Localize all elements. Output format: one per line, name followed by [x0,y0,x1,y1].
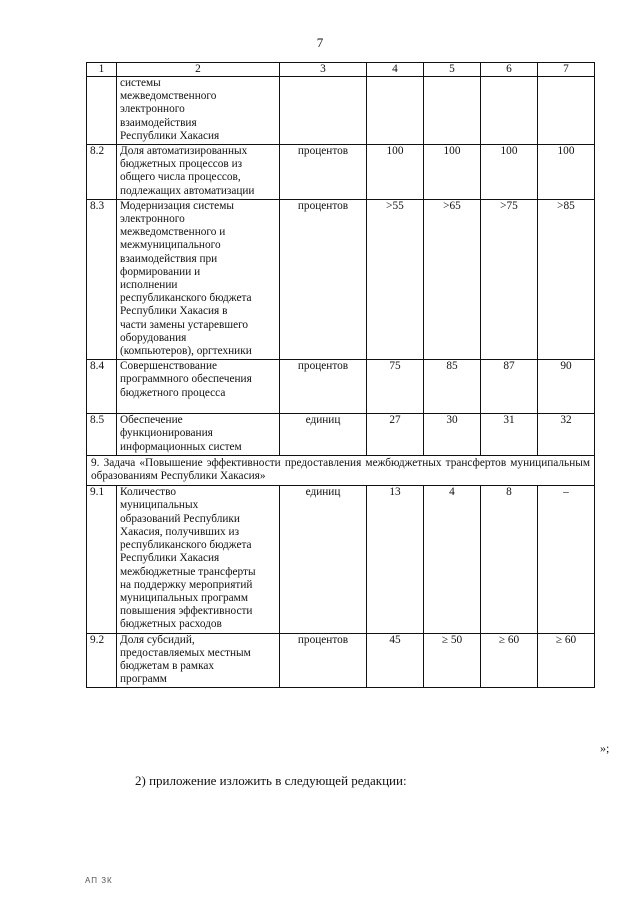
row-number: 8.3 [87,199,117,359]
value-cell: 100 [481,145,538,200]
indicator-name-line: Хакасия, получивших из [120,525,240,538]
column-header: 2 [117,63,280,77]
value-cell: 32 [538,414,595,456]
unit-cell: процентов [280,360,367,414]
value-cell: >65 [424,199,481,359]
column-header: 1 [87,63,117,77]
row-number: 8.5 [87,414,117,456]
table-row [87,77,595,145]
page-number: 7 [316,35,324,50]
indicator-name-line: муниципальных программ [120,591,248,604]
indicator-name-line: программ [120,673,167,686]
closing-quote: »; [600,741,610,755]
row-number [87,77,117,145]
value-cell [367,77,424,145]
indicators-table [86,62,595,688]
column-header: 4 [367,63,424,77]
indicator-name-line: информационных систем [120,440,242,453]
indicator-name-line: программного обеспечения [120,373,252,386]
value-cell: 13 [367,486,424,633]
value-cell: ≥ 60 [538,633,595,688]
column-header: 7 [538,63,595,77]
indicator-name-line: бюджетам в рамках [120,659,215,672]
value-cell: ≥ 60 [481,633,538,688]
indicator-name-line: межбюджетные трансферты [120,565,256,578]
value-cell [538,77,595,145]
indicator-name-line: межмуниципального [120,239,221,252]
table-row [87,414,595,456]
value-cell: >85 [538,199,595,359]
table-row [87,486,595,633]
indicator-name-line: муниципальных [120,499,199,512]
value-cell: 100 [367,145,424,200]
unit-cell: процентов [280,633,367,688]
footer-stamp: АП ЗК [85,876,113,885]
indicator-name-line: Республики Хакасия [120,129,220,142]
value-cell: 100 [538,145,595,200]
unit-cell: процентов [280,199,367,359]
unit-cell [280,77,367,145]
table-row [87,199,595,359]
row-number: 8.4 [87,360,117,414]
indicator-name-line: Обеспечение [120,414,183,427]
value-cell: 30 [424,414,481,456]
column-header: 6 [481,63,538,77]
unit-cell: единиц [280,486,367,633]
table-header-row [87,63,595,77]
indicator-name [117,199,280,359]
indicator-name [117,77,280,145]
value-cell: 90 [538,360,595,414]
indicator-name-line: функционирования [120,427,213,440]
indicator-name-line: взаимодействия [120,116,197,129]
indicator-name [117,145,280,200]
indicator-name-line: на поддержку мероприятий [120,578,253,591]
indicator-name-line: электронного [120,213,185,226]
row-number: 9.2 [87,633,117,688]
section-heading-row [87,455,595,485]
indicator-name [117,414,280,456]
indicator-name-line: Республики Хакасия в [120,305,228,318]
value-cell: – [538,486,595,633]
indicator-name-line: формировании и [120,265,201,278]
value-cell: 8 [481,486,538,633]
indicator-name-line: межведомственного и [120,226,226,239]
indicator-name-line: части замены устаревшего [120,318,249,331]
paragraph-text: 2) приложение изложить в следующей редакции: [135,773,407,788]
indicator-name-line: исполнении [120,279,178,292]
indicator-name-line: взаимодействия при [120,252,218,265]
indicator-name-line: (компьютеров), оргтехники [120,345,252,358]
indicator-name-line: электронного [120,103,185,116]
column-header: 3 [280,63,367,77]
indicator-name-line: республиканского бюджета [120,539,252,552]
indicator-name-line: межведомственного [120,90,217,103]
section-heading: 9. Задача «Повышение эффективности предоставления межбюджетных трансфертов муниципальным образованиям Республики Хакасия» [87,455,595,485]
value-cell: 100 [424,145,481,200]
indicator-name-line: повышения эффективности [120,605,253,618]
table-row [87,360,595,414]
value-cell: 4 [424,486,481,633]
indicator-name-line: образований Республики [120,512,240,525]
indicator-name-line: Совершенствование [120,360,218,373]
indicator-name-line: подлежащих автоматизации [120,184,255,197]
value-cell: >55 [367,199,424,359]
unit-cell: процентов [280,145,367,200]
indicator-name [117,486,280,633]
value-cell: 87 [481,360,538,414]
value-cell: 27 [367,414,424,456]
indicator-name-line: Доля субсидий, [120,633,195,646]
table-row [87,145,595,200]
indicator-name-line: бюджетных процессов из [120,158,243,171]
value-cell: 31 [481,414,538,456]
row-number: 9.1 [87,486,117,633]
value-cell: 75 [367,360,424,414]
indicator-name-line: Модернизация системы [120,199,234,212]
indicator-name-line: республиканского бюджета [120,292,252,305]
value-cell [481,77,538,145]
indicator-name-line: системы [120,77,161,89]
value-cell: 85 [424,360,481,414]
indicator-name-line: Доля автоматизированных [120,145,248,158]
indicator-name-line: Количество [120,486,176,499]
value-cell: 45 [367,633,424,688]
value-cell: >75 [481,199,538,359]
indicator-name-line: бюджетного процесса [120,386,226,399]
indicator-name-line: Республики Хакасия [120,552,220,565]
indicator-name-line: бюджетных расходов [120,618,222,631]
unit-cell: единиц [280,414,367,456]
indicator-name-line: предоставляемых местным [120,646,251,659]
row-number: 8.2 [87,145,117,200]
indicator-name-line: общего числа процессов, [120,171,241,184]
value-cell [424,77,481,145]
indicator-name [117,360,280,414]
indicator-name [117,633,280,688]
indicator-name-line: оборудования [120,331,187,344]
table-row [87,633,595,688]
column-header: 5 [424,63,481,77]
value-cell: ≥ 50 [424,633,481,688]
